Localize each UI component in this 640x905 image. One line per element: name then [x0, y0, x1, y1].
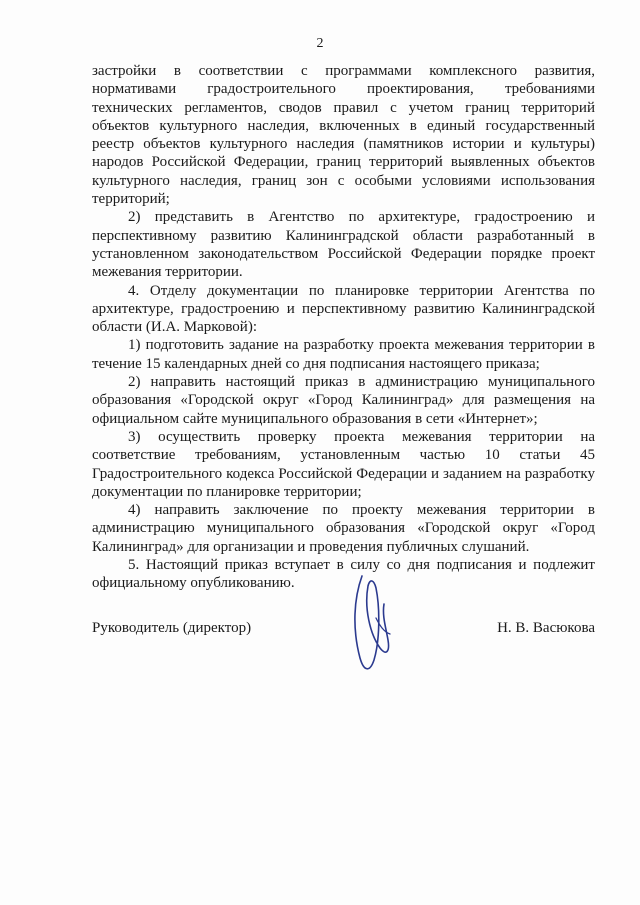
paragraph-item-4-conclusion: 4) направить заключение по проекту межевания территории в администрацию муниципального образования «Городской округ «Город Калининград» для организации и проведения публичных слушаний.: [92, 502, 595, 555]
paragraph-section-5: 5. Настоящий приказ вступает в силу со дня подписания и подлежит официальному опубликованию.: [92, 557, 595, 592]
paragraph-item-2-submit: 2) представить в Агентство по архитектуре, градостроению и перспективному развитию Калининградской области разработанный в установленном законодательством Российской Федерации порядке проект межевания территории.: [92, 209, 595, 281]
paragraph-item-3-verify: 3) осуществить проверку проекта межевания территории на соответствие требованиям, установленным частью 10 статьи 45 Градостроительного кодекса Российской Федерации и заданием на разработку документации по планировке территории;: [92, 428, 595, 500]
paragraph-item-1-prepare-task: 1) подготовить задание на разработку проекта межевания территории в течение 15 календарных дней со дня подписания настоящего приказа;: [92, 337, 595, 372]
signer-title: Руководитель (директор): [92, 620, 252, 636]
paragraph-item-2-send-order: 2) направить настоящий приказ в администрацию муниципального образования «Городской округ «Город Калининград» для размещения на официальном сайте муниципального образования в сети «Интернет»;: [92, 374, 595, 427]
paragraph-continuation: застройки в соответствии с программами комплексного развития, нормативами градостроительного проектирования, требованиями технических регламентов, сводов правил с учетом границ территорий объектов культурного наследия, включенных в единый государственный реестр объектов культурного наследия (памятников истории и культуры) народов Российской Федерации, границ территорий выявленных объектов культурного наследия, границ зон с особыми условиями использования территорий;: [92, 63, 595, 208]
page-number: 2: [316, 36, 324, 51]
paragraph-section-4: 4. Отделу документации по планировке территории Агентства по архитектуре, градостроению и перспективному развитию Калининградской области (И.А. Марковой):: [92, 282, 595, 336]
signature-block: [92, 620, 595, 642]
signer-name: Н. В. Васюкова: [497, 620, 595, 636]
document-body: [92, 62, 595, 593]
